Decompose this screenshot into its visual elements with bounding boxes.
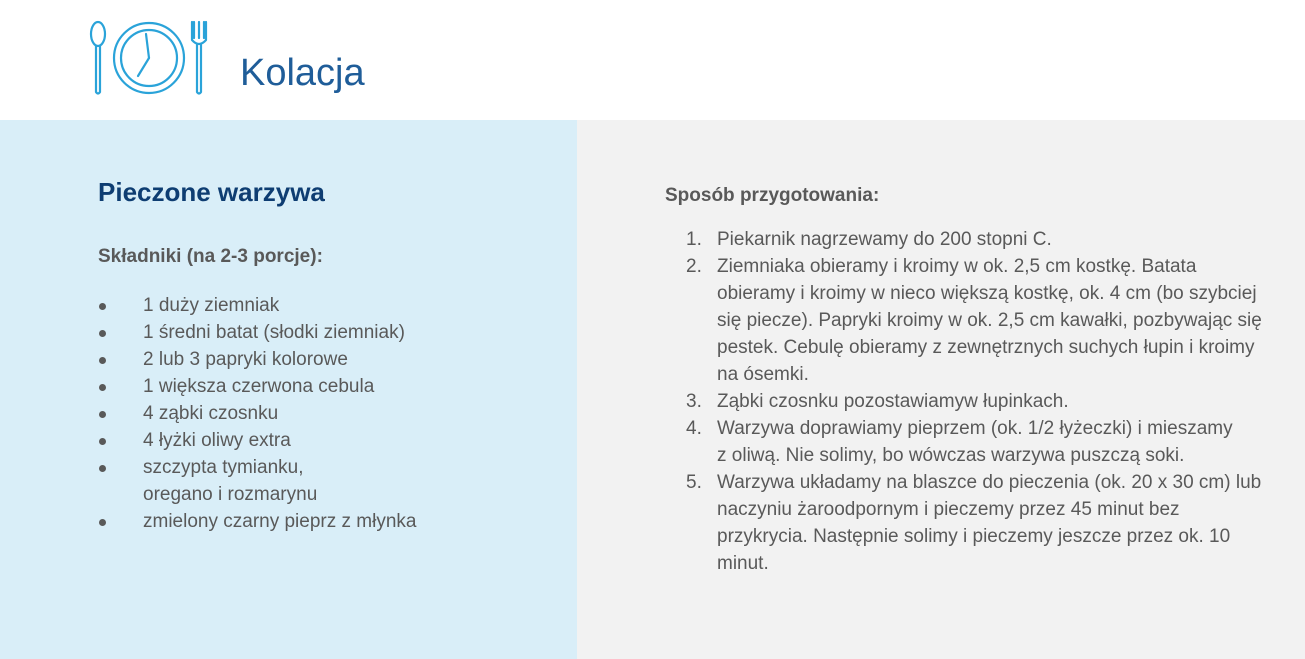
ingredients-list	[98, 292, 518, 535]
step-text: Ziemniaka obieramy i kroimy w ok. 2,5 cm kostkę. Batata obieramy i kroimy w nieco większą kostkę, ok. 4 cm (bo szybciej się piecze). Papryki kroimy w ok. 2,5 cm kawałki, pozbywając się pestek. Cebulę obieramy z zewnętrznych suchych łupin i kroimy na ósemki.	[717, 256, 1262, 385]
page-title: Kolacja	[240, 52, 365, 94]
bullet-icon	[99, 330, 106, 337]
step-item	[665, 415, 1275, 469]
list-item	[98, 292, 518, 319]
bullet-icon	[99, 303, 106, 310]
ingredient-text: szczypta tymianku, oregano i rozmarynu	[143, 457, 318, 505]
ingredient-text: 1 średni batat (słodki ziemniak)	[143, 322, 405, 343]
bullet-icon	[99, 465, 106, 472]
list-item	[98, 400, 518, 427]
step-number: 3.	[686, 391, 702, 412]
plate-clock-cutlery-icon	[86, 18, 212, 100]
step-number: 5.	[686, 472, 702, 493]
step-text: Piekarnik nagrzewamy do 200 stopni C.	[717, 229, 1052, 250]
list-item	[98, 346, 518, 373]
list-item	[98, 319, 518, 346]
method-heading: Sposób przygotowania:	[665, 185, 880, 206]
step-number: 2.	[686, 256, 702, 277]
bullet-icon	[99, 357, 106, 364]
step-item	[665, 253, 1275, 388]
list-item	[98, 427, 518, 454]
step-text: Warzywa doprawiamy pieprzem (ok. 1/2 łyżeczki) i mieszamy z oliwą. Nie solimy, bo wówczas warzywa puszczą soki.	[717, 418, 1233, 466]
ingredients-heading: Składniki (na 2-3 porcje):	[98, 246, 323, 267]
header	[0, 0, 1305, 120]
bullet-icon	[99, 411, 106, 418]
step-number: 1.	[686, 229, 702, 250]
bullet-icon	[99, 438, 106, 445]
list-item	[98, 508, 518, 535]
ingredient-text: 1 duży ziemniak	[143, 295, 280, 316]
step-text: Warzywa układamy na blaszce do pieczenia (ok. 20 x 30 cm) lub naczyniu żaroodpornym i pieczemy przez 45 minut bez przykrycia. Następnie solimy i pieczemy jeszcze przez ok. 10 minut.	[717, 472, 1262, 574]
step-item	[665, 226, 1275, 253]
list-item	[98, 373, 518, 400]
steps-list	[665, 226, 1275, 577]
step-item	[665, 388, 1275, 415]
ingredient-text: 4 łyżki oliwy extra	[143, 430, 291, 451]
step-item	[665, 469, 1275, 577]
recipe-title: Pieczone warzywa	[98, 177, 325, 207]
bullet-icon	[99, 519, 106, 526]
list-item	[98, 454, 518, 508]
ingredient-text: zmielony czarny pieprz z młynka	[143, 511, 417, 532]
bullet-icon	[99, 384, 106, 391]
ingredient-text: 4 ząbki czosnku	[143, 403, 279, 424]
step-text: Ząbki czosnku pozostawiamyw łupinkach.	[717, 391, 1069, 412]
ingredient-text: 1 większa czerwona cebula	[143, 376, 375, 397]
step-number: 4.	[686, 418, 702, 439]
ingredient-text: 2 lub 3 papryki kolorowe	[143, 349, 348, 370]
